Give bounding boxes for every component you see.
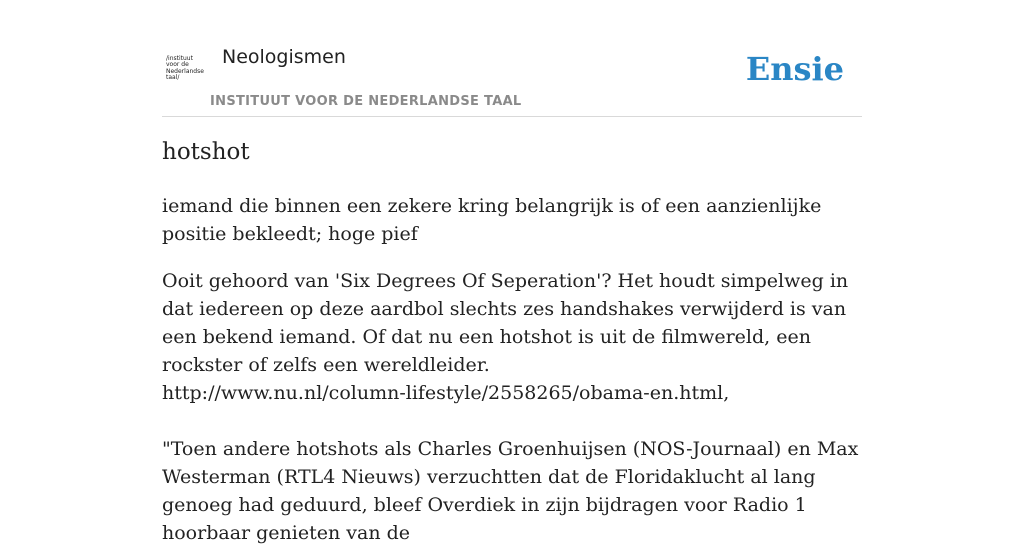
content-container xyxy=(162,0,862,544)
example-text: Ooit gehoord van 'Six Degrees Of Seperation'? Het houdt simpelweg in dat iedereen op deze aardbol slechts zes handshakes verwijderd is van een bekend iemand. Of dat nu een hotshot is uit de filmwereld, een rockster of zelfs een wereldleider. xyxy=(162,270,849,376)
spacer xyxy=(162,407,862,435)
ivdnt-logo[interactable]: /instituut voor de Nederlandse taal/ xyxy=(166,55,204,82)
institute-name: INSTITUUT VOOR DE NEDERLANDSE TAAL xyxy=(210,94,522,109)
ensie-logo[interactable]: Ensie xyxy=(745,50,844,88)
example-text-2: "Toen andere hotshots als Charles Groenhuijsen (NOS-Journaal) en Max Westerman (RTL4 Nieuws) verzuchtten dat de Floridaklucht al lang genoeg had geduurd, bleef Overdiek in zijn bijdragen voor Radio 1 hoorbaar genieten van de xyxy=(162,438,859,544)
source-link[interactable]: http://www.nu.nl/column-lifestyle/2558265/obama-en.html, xyxy=(162,382,730,404)
example-block xyxy=(162,267,862,547)
header xyxy=(162,0,862,117)
page-title: hotshot xyxy=(162,139,250,165)
definition-text: iemand die binnen een zekere kring belangrijk is of een aanzienlijke positie bekleedt; hoge pief xyxy=(162,195,822,245)
site-name[interactable]: Neologismen xyxy=(222,46,346,68)
